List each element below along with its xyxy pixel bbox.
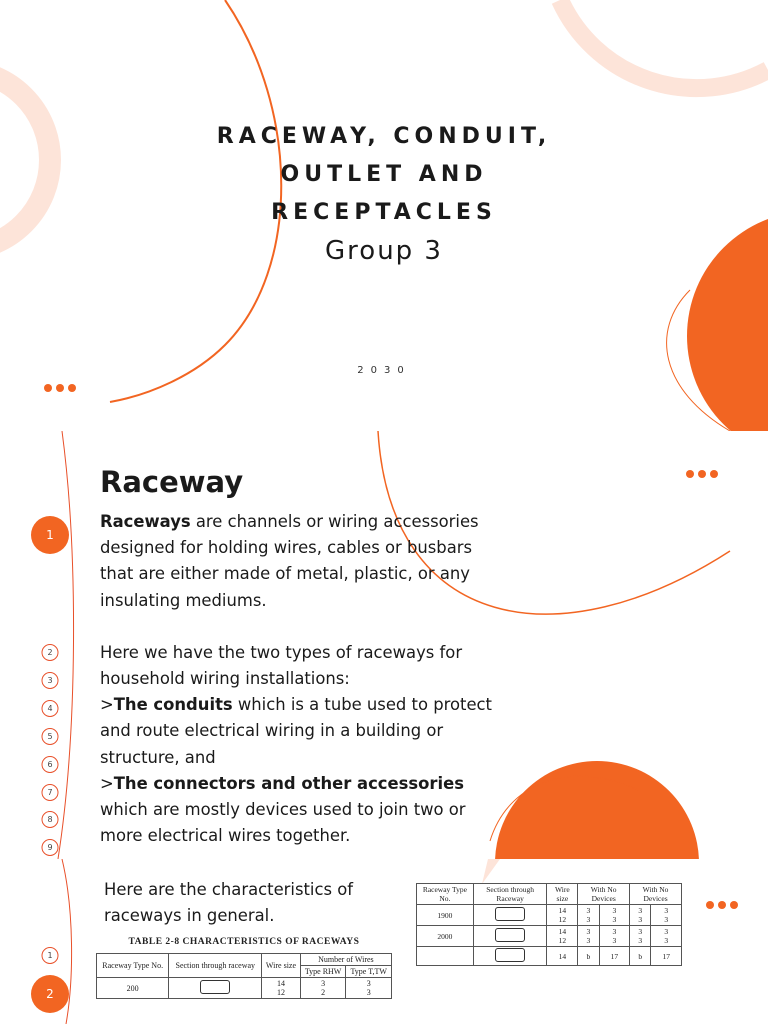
title-line-3: RECEPTACLES	[271, 200, 497, 225]
year: 2030	[357, 365, 411, 376]
raceway-table-left	[96, 937, 392, 999]
dots-icon	[686, 470, 718, 478]
title-line-2: OUTLET AND	[280, 162, 488, 187]
cell-section	[169, 978, 262, 999]
th-type: Raceway Type No.	[417, 884, 474, 905]
slide-heading: Raceway	[100, 465, 244, 499]
page-dot-7[interactable]: 7	[42, 784, 59, 801]
cell-tw: 3 3	[346, 978, 392, 999]
raceway-table-right	[416, 883, 682, 966]
th-section: Section through raceway	[169, 954, 262, 978]
page-dot-8[interactable]: 8	[42, 811, 59, 828]
characteristics-text: Here are the characteristics of raceways in general.	[104, 880, 354, 926]
section-diagram-icon	[495, 907, 525, 921]
section-diagram-icon	[495, 948, 525, 962]
raceway-slide	[0, 431, 768, 859]
page-dot-2[interactable]: 2	[42, 644, 59, 661]
table-row: 1900 14 12 3 3 3 3 3 3 3 3	[417, 905, 682, 926]
table-caption: TABLE 2-8 CHARACTERISTICS OF RACEWAYS	[128, 937, 360, 947]
section-diagram-icon	[495, 928, 525, 942]
dots-icon	[44, 384, 76, 392]
cell-wire: 14 12	[262, 978, 301, 999]
intro-paragraph	[100, 509, 500, 614]
th-with2: With No Devices	[630, 884, 682, 905]
page-dot-2[interactable]: 2	[31, 975, 69, 1013]
title-line-1: RACEWAY, CONDUIT,	[216, 124, 552, 149]
table-row: 14 b 17 b 17	[417, 947, 682, 966]
section-diagram-icon	[200, 980, 230, 994]
th-wire: Wire size	[262, 954, 301, 978]
th-with: With No Devices	[578, 884, 630, 905]
item-conduits-rest: which is a tube used to protect and route electrical wiring in a building or structure, and	[100, 695, 492, 767]
page-dot-1[interactable]: 1	[31, 516, 69, 554]
table-row: 2000 14 12 3 3 3 3 3 3 3 3	[417, 926, 682, 947]
page-indicator	[28, 945, 72, 1024]
th-number: Number of Wires	[300, 954, 391, 966]
page-dot-1[interactable]: 1	[42, 947, 59, 964]
cell-rhw: 3 2	[300, 978, 346, 999]
th-type: Raceway Type No.	[97, 954, 169, 978]
item-conduits	[100, 692, 500, 771]
intro-bold: Raceways	[100, 512, 191, 531]
types-intro: Here we have the two types of raceways for household wiring installations:	[100, 642, 463, 689]
page-dot-9[interactable]: 9	[42, 839, 59, 856]
raceway-body	[100, 509, 500, 849]
item-connectors	[100, 771, 500, 850]
th-section: Section through Raceway	[473, 884, 547, 905]
page-indicator	[28, 511, 72, 801]
th-rhw: Type RHW	[300, 966, 346, 978]
cell-type: 200	[97, 978, 169, 999]
orange-half-circle	[495, 761, 699, 859]
page-dot-6[interactable]: 6	[42, 756, 59, 773]
item-conduits-bold: The conduits	[113, 695, 233, 715]
th-wire: Wire size	[547, 884, 578, 905]
item-prefix: >	[100, 773, 114, 793]
page-dot-3[interactable]: 3	[42, 672, 59, 689]
subtitle: Group 3	[325, 236, 443, 266]
title-slide	[0, 0, 768, 431]
item-prefix: >	[100, 695, 114, 715]
item-connectors-rest: which are mostly devices used to join two or more electrical wires together.	[100, 800, 466, 846]
characteristics-slide	[0, 859, 768, 1024]
page-dot-4[interactable]: 4	[42, 700, 59, 717]
item-connectors-bold: The connectors and other accessories	[113, 773, 464, 793]
top-right-pale-arc	[560, 0, 768, 88]
pale-shape	[482, 859, 500, 884]
page-dot-5[interactable]: 5	[42, 728, 59, 745]
dots-icon	[706, 901, 738, 909]
page-indicator-lower	[28, 811, 72, 859]
th-tw: Type T,TW	[346, 966, 392, 978]
title-block	[0, 118, 768, 266]
intro-rest: are channels or wiring accessories designed for holding wires, cables or busbars that are either made of metal, plastic, or any insulating mediums.	[100, 512, 479, 610]
